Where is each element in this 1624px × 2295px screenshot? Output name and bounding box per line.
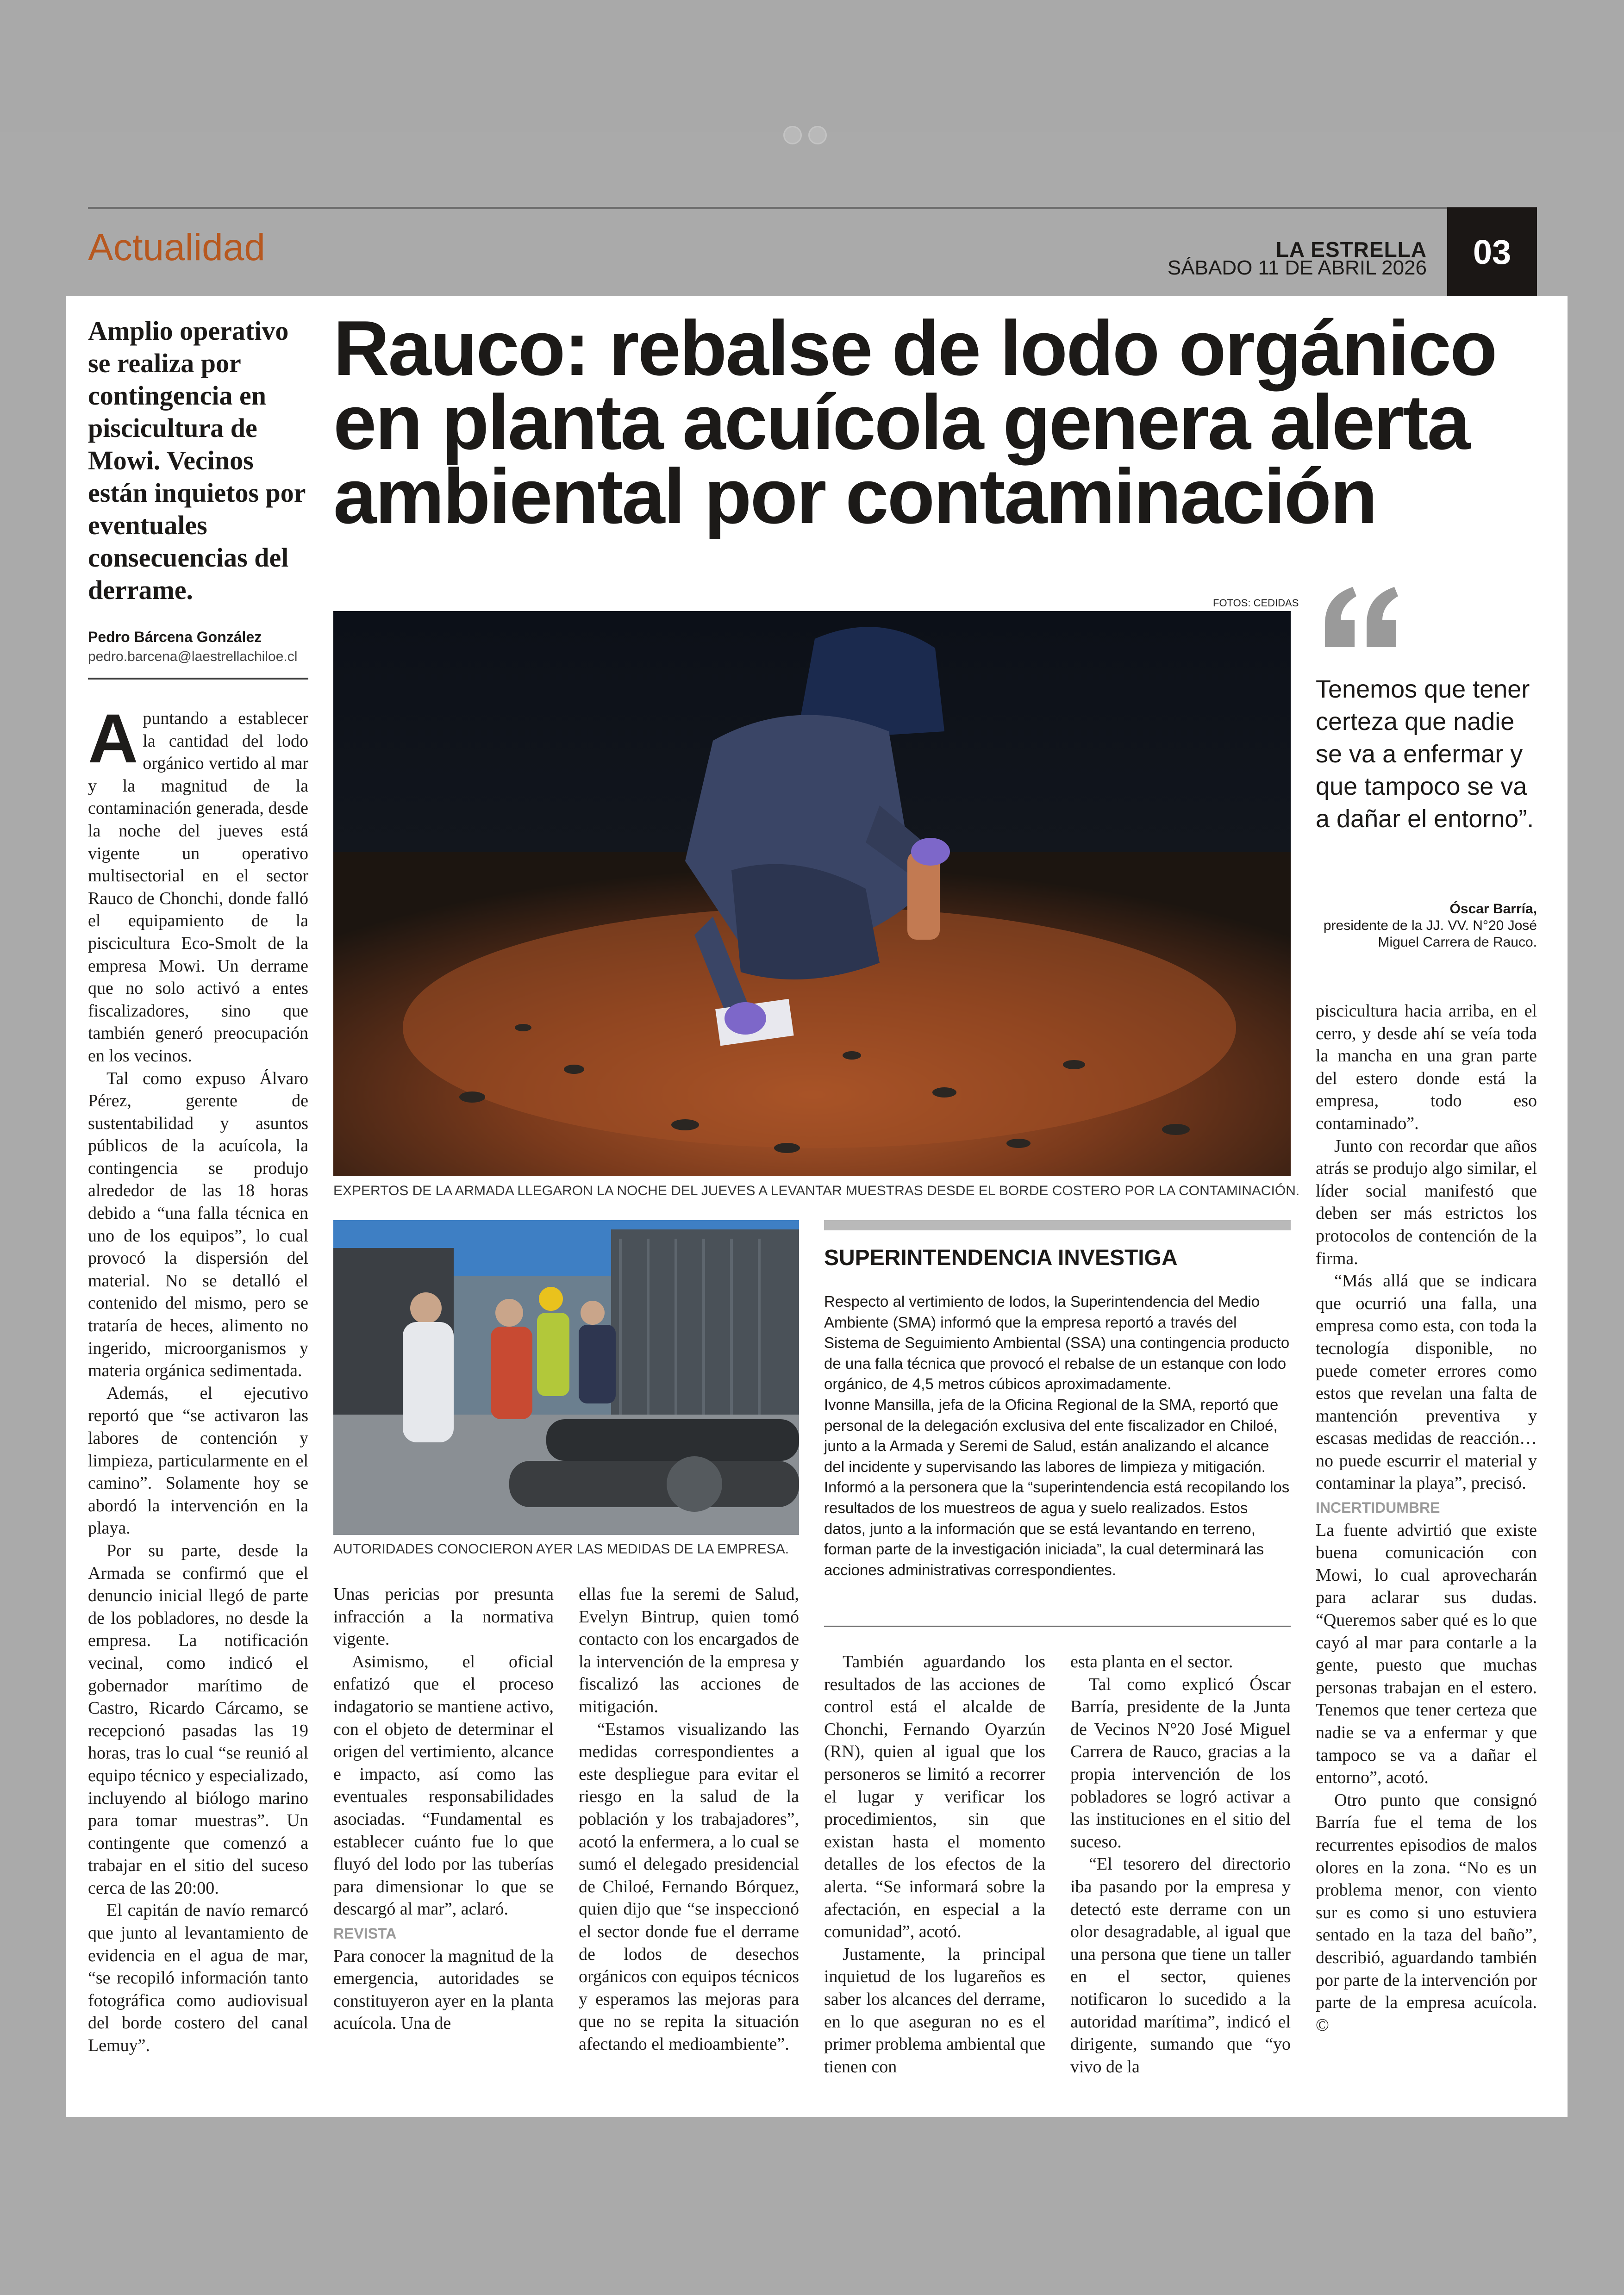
paragraph: Para conocer la magnitud de la emergencia, autoridades se constituyeron ayer en la planta acuícola. Una de [333, 1946, 554, 2033]
quote-author: Óscar Barría, [1449, 901, 1537, 917]
author-email: pedro.barcena@laestrellachiloe.cl [88, 649, 298, 664]
sidebar-box-rule [824, 1220, 1291, 1230]
paragraph: Por su parte, desde la Armada se confirmó que el denuncio inicial llegó de parte de los pobladores, no desde la empresa. La notificación vecinal, como indicó el gobernador marítimo de Castro, Ricardo Cárcamo, se recepcionó pasadas las 19 horas, tras lo cual “se reunió al equipo técnico y especializado, incluyendo al biólogo marino para tomar muestras”. Un contingente que comenzó a trabajar en el sitio del suceso cerca de las 20:00. [88, 1540, 308, 1898]
pull-quote: Tenemos que tener certeza que nadie se va a enfermar y que tampoco se va a dañar el entorno”. [1316, 675, 1534, 833]
paragraph: piscicultura hacia arriba, en el cerro, y desde ahí se veía toda la mancha en una gran parte del estero donde está la empresa, todo eso contaminado”. [1316, 1001, 1537, 1133]
subheading: REVISTA [333, 1925, 397, 1942]
article-column-3 [579, 1583, 799, 2055]
paragraph: El capitán de navío remarcó que junto al levantamiento de evidencia en el agua de mar, “se recopiló información tanto fotográfica como audiovisual del borde costero del canal Lemuy”. [88, 1901, 308, 2056]
author-name: Pedro Bárcena González [88, 629, 262, 645]
header-rule [88, 207, 1537, 209]
paragraph: También aguardando los resultados de las acciones de control está el alcalde de Chonchi, Fernando Oyarzún (RN), quien al igual que los personeros se limitó a recorrer el lugar y verificar los procedimientos, sin que existan hasta el momento detalles de los efectos de la alerta. “Se informará sobre la afectación, en especial a la comunidad”, acotó. [824, 1652, 1045, 1942]
quote-author-role: presidente de la JJ. VV. N°20 José Miguel Carrera de Rauco. [1323, 918, 1537, 950]
sidebar-box-title: SUPERINTENDENCIA INVESTIGA [824, 1246, 1178, 1270]
page-number: 03 [1447, 207, 1537, 296]
subheading: INCERTIDUMBRE [1316, 1499, 1440, 1516]
page-dot[interactable] [783, 126, 802, 144]
paragraph: “Más allá que se indicara que ocurrió una falla, una empresa como esta, con toda la tecnología disponible, no puede cometer errores como estos que revelan una falta de mantención preventiva y escasas medidas de reacción… no puede escurrir el material y contaminar la playa”, precisó. [1316, 1271, 1537, 1493]
pull-quote-attribution [1316, 901, 1537, 951]
article-column-2 [333, 1583, 554, 2035]
article-headline: Rauco: rebalse de lodo orgánico en planta acuícola genera alerta ambiental por contaminación [333, 305, 1496, 540]
viewer-bottom-bar [0, 2161, 1624, 2295]
paragraph: “El tesorero del directorio iba pasando por la empresa y detectó este derrame con un olor desagradable, al igual que una persona que tiene un taller en el sector, quienes notificaron lo sucedido a la autoridad marítima”, indicó el dirigente, sumando que “yo vivo de la [1070, 1854, 1291, 2077]
main-photo-caption: EXPERTOS DE LA ARMADA LLEGARON LA NOCHE DEL JUEVES A LEVANTAR MUESTRAS DESDE EL BORDE COSTERO POR LA CONTAMINACIÓN. [333, 1183, 1300, 1198]
article-column-4 [824, 1651, 1045, 2078]
paragraph: La fuente advirtió que existe buena comunicación con Mowi, lo cual aprovecharán para aclarar sus dudas. “Queremos saber qué es lo que cayó al mar para contarle a la gente, puesto que muchas personas trabajan en el estero. Tenemos que tener certeza que nadie se va a enfermar y que tampoco se va a dañar el entorno”, acotó. [1316, 1520, 1537, 1788]
byline-rule [88, 678, 308, 680]
paragraph: Junto con recordar que años atrás se produjo algo similar, el líder social manifestó que deben ser más estrictos los protocolos de contención de la firma. [1316, 1136, 1537, 1268]
paragraph: Tal como expuso Álvaro Pérez, gerente de sustentabilidad y asuntos públicos de la acuícola, la contingencia se produjo alrededor de las 18 horas debido a “una falla técnica en uno de los equipos”, lo cual provocó la dispersión del material. No se detalló el contenido del mismo, pero se trataría de heces, alimento no ingerido, microorganismos y materia orgánica sedimentada. [88, 1068, 308, 1381]
sidebar-box-bottom-rule [824, 1626, 1291, 1627]
article-column-1 [88, 699, 308, 2057]
secondary-photo-caption: AUTORIDADES CONOCIERON AYER LAS MEDIDAS DE LA EMPRESA. [333, 1541, 789, 1557]
newspaper-brand: LA ESTRELLA [1275, 237, 1427, 262]
sidebar-box-text [824, 1291, 1291, 1580]
paragraph: ellas fue la seremi de Salud, Evelyn Bintrup, quien tomó contacto con los encargados de la intervención de la empresa y fiscalizó las acciones de mitigación. [579, 1584, 799, 1716]
page-dot[interactable] [808, 126, 827, 144]
photo-credit: FOTOS: CEDIDAS [1213, 597, 1299, 609]
secondary-photo [333, 1220, 799, 1535]
issue-date: SÁBADO 11 DE ABRIL 2026 [1167, 256, 1427, 279]
section-title: Actualidad [88, 226, 265, 268]
paragraph: Tal como explicó Óscar Barría, presidente de la Junta de Vecinos N°20 José Miguel Carrera de Rauco, gracias a la propia intervención de los pobladores se logró activar a las instituciones en el sitio del suceso. [1070, 1674, 1291, 1852]
main-photo [333, 611, 1291, 1176]
paragraph: Asimismo, el oficial enfatizó que el proceso indagatorio se mantiene activo, con el objeto de determinar el origen del vertimiento, alcance e impacto, así como las eventuales responsabilidades asociadas. “Fundamental es establecer cuánto fue lo que fluyó del lodo por las tuberías para dimensionar lo que se descargó al mar”, aclaró. [333, 1652, 554, 1919]
viewer-top-bar [0, 0, 1624, 132]
paragraph: puntando a establecer la cantidad del lodo orgánico vertido al mar y la magnitud de la contaminación generada, desde la noche del jueves está vigente un operativo multisectorial en el sector Rauco de Chonchi, donde falló el equipamiento de la piscicultura Eco-Smolt de la empresa Mowi. Un derrame que no solo activó a entes fiscalizadores, sino que también generó preocupación en los vecinos. [88, 709, 308, 1066]
paragraph: esta planta en el sector. [1070, 1652, 1233, 1671]
article-column-6 [1316, 1000, 1537, 2036]
paragraph: Unas pericias por presunta infracción a la normativa vigente. [333, 1584, 554, 1649]
page-indicator[interactable] [783, 126, 848, 144]
paragraph: Respecto al vertimiento de lodos, la Superintendencia del Medio Ambiente (SMA) informó que la empresa reportó a través del Sistema de Seguimiento Ambiental (SSA) una contingencia producto de una falla técnica que provocó el rebalse de un estanque con lodo orgánico, de 4,5 metros cúbicos aproximadamente. [824, 1293, 1290, 1393]
drop-cap: A [88, 699, 138, 777]
quote-mark-icon [1320, 587, 1404, 652]
paragraph: Ivonne Mansilla, jefa de la Oficina Regional de la SMA, reportó que personal de la delegación exclusiva del ente fiscalizador en Chiloé, junto a la Armada y Seremi de Salud, están analizando el alcance del incidente y supervisando las labores de limpieza y mitigación. Informó a la personera que la “superintendencia está recopilando los resultados de los muestreos de agua y suelo realizados. Estos datos, junto a la información que se está levantando en terreno, forman parte de la investigación iniciada”, la cual determinará las acciones administrativas correspondientes. [824, 1396, 1290, 1578]
article-deck: Amplio operativo se realiza por contingencia en piscicultura de Mowi. Vecinos están inquietos por eventuales consecuencias del derrame. [88, 316, 306, 605]
paragraph: Otro punto que consignó Barría fue el tema de los recurrentes episodios de malos olores en la zona. “No es un problema menor, con viento sur es como si uno estuviera sentado en la taza del baño”, describió, aguardando también por parte de la intervención por parte de la empresa acuícola. © [1316, 1790, 1537, 2035]
paragraph: Justamente, la principal inquietud de los lugareños es saber los alcances del derrame, en lo que aseguran no es el primer problema ambiental que tienen con [824, 1944, 1045, 2077]
paragraph: “Estamos visualizando las medidas correspondientes a este despliegue para evitar el riesgo en la salud de la población y los trabajadores”, acotó la enfermera, a lo cual se sumó el delegado presidencial de Chiloé, Fernando Bórquez, quien dijo que “se inspeccionó el sector donde fue el derrame de lodos de desechos orgánicos con equipos técnicos y esperamos las mejoras para que no se repita la situación afectando el medioambiente”. [579, 1719, 799, 2054]
article-column-5 [1070, 1651, 1291, 2078]
paragraph: Además, el ejecutivo reportó que “se activaron las labores de contención y limpieza, particularmente en el camino”. Solamente hoy se abordó la intervención en la playa. [88, 1383, 308, 1538]
